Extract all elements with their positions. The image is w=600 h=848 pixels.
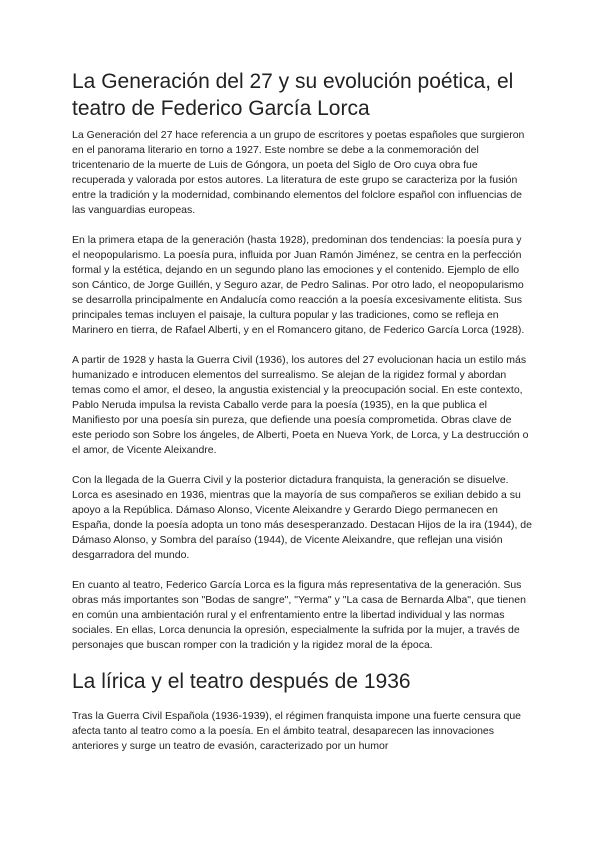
paragraph-primera-etapa: En la primera etapa de la generación (hasta 1928), predominan dos tendencias: la poesía pura y el neopopularismo. La poesía pura, influida por Juan Ramón Jiménez, se centra en la perfección formal y la estética, dejando en un segundo plano las emociones y el contenido. Ejemplo de ello son Cántico, de Jorge Guillén, y Seguro azar, de Pedro Salinas. Por otro lado, el neopopularismo se desarrolla principalmente en Andalucía como reacción a la poesía excesivamente elitista. Sus principales temas incluyen el paisaje, la cultura popular y las tradiciones, como se refleja en Marinero en tierra, de Rafael Alberti, y en el Romancero gitano, de Federico García Lorca (1928). [72,234,525,336]
paragraph-segunda-etapa: A partir de 1928 y hasta la Guerra Civil (1936), los autores del 27 evolucionan hacia un estilo más humanizado e introducen elementos del surrealismo. Se alejan de la rigidez formal y abordan temas como el amor, el deseo, la angustia existencial y la preocupación social. En este contexto, Pablo Neruda impulsa la revista Caballo verde para la poesía (1935), en la que publica el Manifiesto por una poesía sin pureza, que defiende una poesía comprometida. Obras clave de este periodo son Sobre los ángeles, de Alberti, Poeta en Nueva York, de Lorca, y La destrucción o el amor, de Vicente Aleixandre. [72,354,529,456]
paragraph-posguerra: Tras la Guerra Civil Española (1936-1939), el régimen franquista impone una fuerte censura que afecta tanto al teatro como a la poesía. En el ámbito teatral, desaparecen las innovaciones anteriores y surge un teatro de evasión, caracterizado por un humor [72,710,522,752]
section-heading-lirica-teatro: La lírica y el teatro después de 1936 [72,670,411,693]
paragraph-guerra-civil: Con la llegada de la Guerra Civil y la posterior dictadura franquista, la generación se disuelve. Lorca es asesinado en 1936, mientras que la mayoría de sus compañeros se exilian debido a su apoyo a la República. Dámaso Alonso, Vicente Aleixandre y Gerardo Diego permanecen en España, donde la poesía adopta un tono más desesperanzado. Destacan Hijos de la ira (1944), de Dámaso Alonso, y Sombra del paraíso (1944), de Vicente Aleixandre, que reflejan una visión desgarradora del mundo. [72,474,532,561]
paragraph-introduccion: La Generación del 27 hace referencia a un grupo de escritores y poetas españoles que surgieron en el panorama literario en torno a 1927. Este nombre se debe a la conmemoración del tricentenario de la muerte de Luis de Góngora, un poeta del Siglo de Oro cuya obra fue recuperada y valorada por estos autores. La literatura de este grupo se caracteriza por la fusión entre la tradición y la modernidad, combinando elementos del folclore español con influencias de las vanguardias europeas. [72,129,525,216]
paragraph-teatro-lorca: En cuanto al teatro, Federico García Lorca es la figura más representativa de la generación. Sus obras más importantes son "Bodas de sangre", "Yerma" y "La casa de Bernarda Alba", que tienen en común una ambientación rural y el enfrentamiento entre la libertad individual y las normas sociales. En ellas, Lorca denuncia la opresión, especialmente la sufrida por la mujer, a través de personajes que buscan romper con la tradición y la rigidez moral de la época. [72,579,526,651]
section-heading-generacion-27: La Generación del 27 y su evolución poética, el teatro de Federico García Lorca [72,70,514,120]
document-page [72,68,532,769]
